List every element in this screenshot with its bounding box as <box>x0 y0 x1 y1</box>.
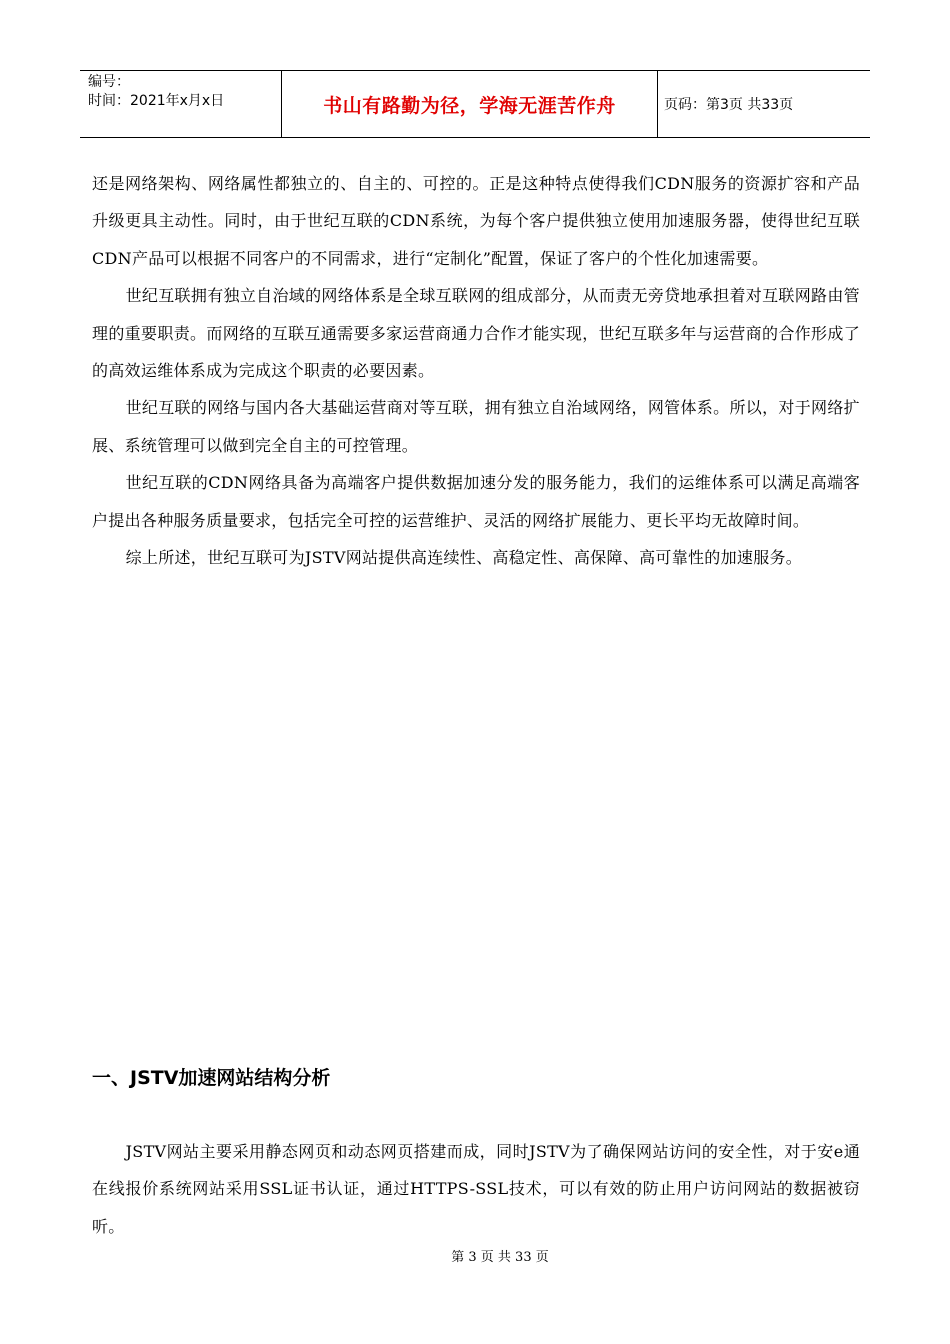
body-paragraph: 世纪互联的网络与国内各大基础运营商对等互联，拥有独立自治域网络，网管体系。所以，对于网络扩展、系统管理可以做到完全自主的可控管理。 <box>92 398 860 455</box>
header-slogan: 书山有路勤为径，学海无涯苦作舟 <box>323 94 616 117</box>
body-paragraph: 世纪互联的CDN网络具备为高端客户提供数据加速分发的服务能力，我们的运维体系可以满足高端客户提出各种服务质量要求，包括完全可控的运营维护、灵活的网络扩展能力、更长平均无故障时间。 <box>92 473 860 530</box>
header-time-label: 时间：2021年x月x日 <box>88 93 225 109</box>
header-meta <box>80 71 282 137</box>
body-paragraph: 世纪互联拥有独立自治域的网络体系是全球互联网的组成部分，从而责无旁贷地承担着对互联网路由管理的重要职责。而网络的互联互通需要多家运营商通力合作才能实现，世纪互联多年与运营商的合作形成了的高效运维体系成为完成这个职责的必要因素。 <box>92 286 860 381</box>
page-header <box>80 70 870 138</box>
body-text <box>92 165 860 576</box>
section-body <box>92 1133 860 1245</box>
section-paragraph: JSTV网站主要采用静态网页和动态网页搭建而成，同时JSTV为了确保网站访问的安全性，对于安e通在线报价系统网站采用SSL证书认证，通过HTTPS-SSL技术，可以有效的防止用户访问网站的数据被窃听。 <box>92 1142 860 1236</box>
header-slogan-cell <box>282 71 658 137</box>
body-paragraph: 还是网络架构、网络属性都独立的、自主的、可控的。正是这种特点使得我们CDN服务的资源扩容和产品升级更具主动性。同时，由于世纪互联的CDN系统，为每个客户提供独立使用加速服务器，使得世纪互联CDN产品可以根据不同客户的不同需求，进行“定制化”配置，保证了客户的个性化加速需要。 <box>92 174 860 268</box>
header-page-cell <box>658 71 870 137</box>
body-paragraph: 综上所述，世纪互联可为JSTV网站提供高连续性、高稳定性、高保障、高可靠性的加速服务。 <box>125 548 803 568</box>
header-number-label: 编号： <box>88 74 130 90</box>
page-footer <box>0 1246 950 1265</box>
footer-page-number: 第 3 页 共 33 页 <box>451 1250 549 1265</box>
header-page-label: 页码：第3页 共33页 <box>664 97 794 113</box>
section-heading: 一、JSTV加速网站结构分析 <box>92 1067 331 1089</box>
